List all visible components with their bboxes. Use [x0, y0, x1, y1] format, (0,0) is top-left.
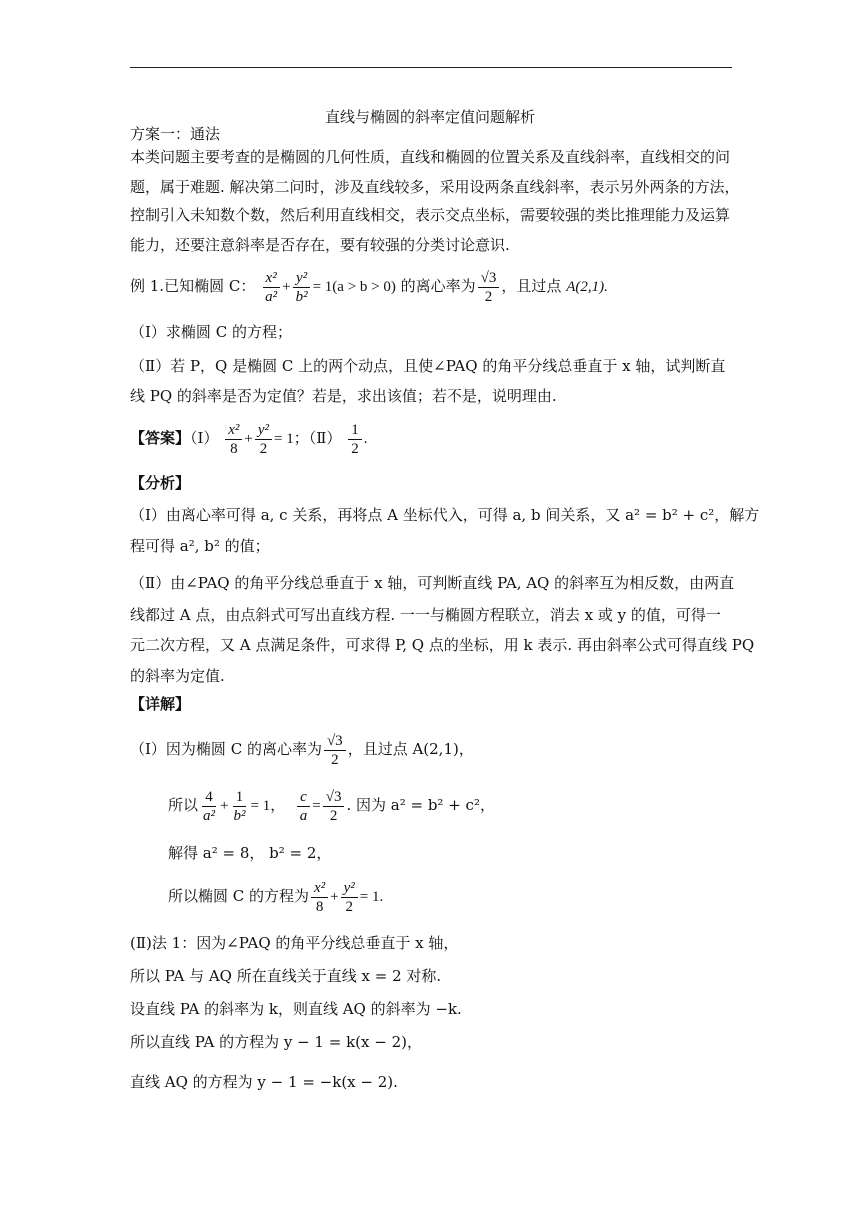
- ellipse-condition: = 1(a > b > 0): [312, 279, 396, 295]
- answer-tag: 【答案】: [130, 429, 191, 447]
- intro-line: 控制引入未知数个数，然后利用直线相交，表示交点坐标，需要较强的类比推理能力及运算: [130, 206, 731, 224]
- analysis-tag: 【分析】: [130, 474, 191, 492]
- fraction-y2-2: $\frac{\text{y²}}{2}$: [341, 879, 358, 916]
- answer-line: 【答案】（Ⅰ） $\frac{\text{x²}}{8}$ + $\frac{\text{y²}}{2}$ = 1；（Ⅱ） $\frac{1}{2}$ .: [130, 421, 368, 457]
- question-1: （Ⅰ）求椭圆 C 的方程；: [130, 323, 292, 341]
- example-statement: 例 1.已知椭圆 C： $\frac{\text{x²}}{\text{a²}}$ + $\frac{\text{y²}}{\text{b²}}$ = 1(a > b > 0) 的离心率为 $\frac{√3}{2}$ ，且过点 A(2,1).: [130, 269, 608, 305]
- detail-line-4: 所以椭圆 C 的方程为 $\frac{\text{x²}}{8}$ + $\frac{\text{y²}}{2}$ = 1.: [168, 879, 384, 915]
- fraction-x2-a2: $\frac{\text{x²}}{\text{a²}}$: [262, 269, 280, 306]
- detail-line-2: 所以 $\frac{4}{\text{a²}}$ + $\frac{1}{\text{b²}}$ = 1， $\frac{c}{a}$ = $\frac{√3}{2}$ . 因为 a² = b² + c²，: [168, 788, 495, 824]
- point-a: A(2,1).: [566, 279, 608, 295]
- page-title: 直线与椭圆的斜率定值问题解析: [324, 108, 535, 126]
- method-line: 直线 AQ 的方程为 y − 1 = −k(x − 2).: [130, 1073, 398, 1091]
- method-line: 所以 PA 与 AQ 所在直线关于直线 x = 2 对称.: [130, 967, 442, 985]
- intro-line: 题，属于难题. 解决第二问时，涉及直线较多，采用设两条直线斜率，表示另外两条的方法，: [130, 178, 740, 196]
- fraction-one-half: $\frac{1}{2}$: [348, 421, 362, 458]
- fraction-sqrt3-2: $\frac{√3}{2}$: [323, 788, 345, 825]
- analysis-line: 元二次方程，又 A 点满足条件，可求得 P, Q 点的坐标，用 k 表示. 再由斜率公式可得直线 PQ: [130, 636, 755, 654]
- analysis-line: 程可得 a², b² 的值；: [130, 537, 270, 555]
- fraction-c-a: $\frac{c}{a}$: [297, 788, 311, 825]
- fraction-x2-8: $\frac{\text{x²}}{8}$: [311, 879, 328, 916]
- fraction-x2-8: $\frac{\text{x²}}{8}$: [225, 421, 242, 458]
- fraction-1-b2: $\frac{1}{\text{b²}}$: [233, 788, 246, 824]
- detail-line-3: 解得 a² = 8， b² = 2，: [168, 844, 332, 862]
- analysis-line: 的斜率为定值.: [130, 667, 225, 685]
- detail-line-1: （Ⅰ）因为椭圆 C 的离心率为 $\frac{√3}{2}$ ，且过点 A(2,1)，: [130, 732, 474, 768]
- fraction-y2-2: $\frac{\text{y²}}{2}$: [255, 421, 272, 458]
- fraction-4-a2: $\frac{4}{\text{a²}}$: [203, 788, 216, 824]
- example-lead: 例 1.已知椭圆 C：: [130, 277, 256, 295]
- header-rule: [130, 67, 732, 68]
- fraction-y2-b2: $\frac{\text{y²}}{\text{b²}}$: [293, 269, 311, 306]
- fraction-sqrt3-2: $\frac{√3}{2}$: [478, 269, 500, 306]
- fraction-sqrt3-2: $\frac{√3}{2}$: [324, 732, 346, 769]
- detail-tag: 【详解】: [130, 695, 191, 713]
- intro-line: 本类问题主要考查的是椭圆的几何性质，直线和椭圆的位置关系及直线斜率，直线相交的问: [130, 148, 731, 166]
- method-line: 所以直线 PA 的方程为 y − 1 = k(x − 2)，: [130, 1033, 422, 1051]
- method-line: (Ⅱ)法 1：因为∠PAQ 的角平分线总垂直于 x 轴，: [130, 934, 459, 952]
- question-2: （Ⅱ）若 P，Q 是椭圆 C 上的两个动点，且使∠PAQ 的角平分线总垂直于 x 轴，试判断直: [130, 357, 726, 375]
- analysis-line: （Ⅰ）由离心率可得 a, c 关系，再将点 A 坐标代入，可得 a, b 间关系，又 a² = b² + c²，解方: [130, 506, 760, 524]
- method-line: 设直线 PA 的斜率为 k，则直线 AQ 的斜率为 −k.: [130, 1000, 462, 1018]
- plan-heading: 方案一：通法: [130, 125, 221, 143]
- intro-line: 能力，还要注意斜率是否存在，要有较强的分类讨论意识.: [130, 236, 510, 254]
- question-2-cont: 线 PQ 的斜率是否为定值？若是，求出该值；若不是，说明理由.: [130, 387, 557, 405]
- analysis-line: （Ⅱ）由∠PAQ 的角平分线总垂直于 x 轴，可判断直线 PA, AQ 的斜率互为相反数，由两直: [130, 574, 735, 592]
- analysis-line: 线都过 A 点，由点斜式可写出直线方程. 一一与椭圆方程联立，消去 x 或 y 的值，可得一: [130, 606, 721, 624]
